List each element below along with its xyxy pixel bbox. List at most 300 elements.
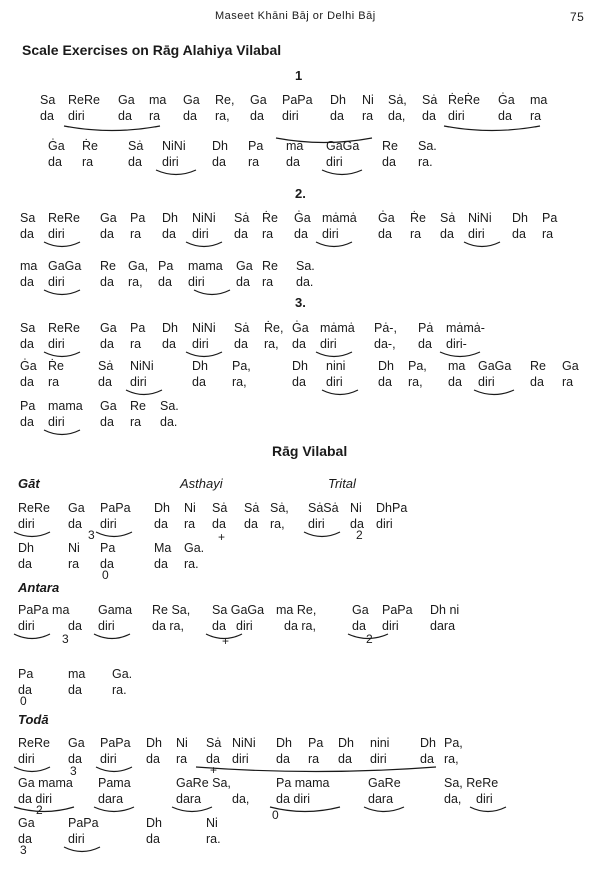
bol-token: diri [48,227,65,241]
bol-line [0,791,600,807]
notation-line [0,602,600,618]
bol-token: da diri [18,792,53,806]
note-token: Pa [20,399,36,413]
note-token: mama [188,259,223,273]
bol-token: da [286,155,300,169]
bol-token: ra [262,227,274,241]
bol-token: da [154,557,168,571]
bol-line [0,414,600,430]
bol-line [0,751,600,767]
bol-token: da [422,109,436,123]
bol-token: da [192,375,206,389]
note-token: Re [382,139,398,153]
bol-token: diri [308,517,325,531]
slur-arc [322,170,362,175]
bol-token: da [68,619,82,633]
bol-token: da [118,109,132,123]
note-token: Dh [276,736,292,750]
note-token: Ġa [294,211,311,225]
note-token: mȧmȧ [322,211,357,225]
bol-token: diri [68,832,85,846]
bol-token: da [100,275,114,289]
note-token: Sȧ [234,321,250,335]
note-token: Pa [130,321,146,335]
note-token: ma Re, [276,603,317,617]
slur-arc [94,634,130,639]
bol-token: da, [232,792,250,806]
bol-token: da [378,375,392,389]
bol-token: ra [130,227,142,241]
note-token: Ni [184,501,196,515]
bol-token: da, [444,792,462,806]
slur-arc [364,807,404,812]
bol-token: da [100,337,114,351]
slur-arc [44,352,80,357]
note-token: Ṙe [82,139,98,153]
bol-token: da [146,752,160,766]
slur-arc [156,170,196,175]
bol-token: ra [130,337,142,351]
bol-token: ra [542,227,554,241]
note-token: Sa. [296,259,315,273]
note-token: Ṙe, [264,321,284,335]
slur-arc [64,126,160,131]
note-token: Gama [98,603,133,617]
rag-heading: Rāg Vilabal [272,443,348,459]
slur-arc [464,242,500,247]
bol-token: ra [82,155,94,169]
note-token: NiNi [192,321,216,335]
slur-arc [14,807,74,812]
slur-arc [14,634,50,639]
slur-arc [444,126,540,131]
note-token: Dh [146,736,162,750]
bol-token: ra. [206,832,221,846]
bol-token: ra [176,752,188,766]
note-token: Ni [362,93,374,107]
note-token: Dh [338,736,354,750]
note-token: GaGa [326,139,360,153]
note-token: Ga [236,259,253,273]
notation-line [0,540,600,556]
slur-arc [14,532,50,537]
bol-token: da [512,227,526,241]
note-token: Dh [18,541,34,555]
slur-arc [322,390,358,395]
notation-line [0,92,600,108]
bol-token: ra [130,415,142,429]
note-token: NiNi [130,359,154,373]
section-number-2: 2. [295,186,306,201]
bol-token: da [292,375,306,389]
tal-label: Trital [328,476,356,491]
note-token: Dh [162,211,178,225]
note-token: PaPa [100,736,131,750]
bol-token: dara [430,619,456,633]
note-token: Sȧ [206,736,222,750]
note-token: nini [326,359,346,373]
note-token: ma [286,139,304,153]
bol-line [0,831,600,847]
bol-token: diri- [446,337,467,351]
bol-token: diri [382,619,399,633]
notation-line [0,775,600,791]
bol-token: da [448,375,462,389]
note-token: Pa [130,211,146,225]
bol-token: diri [320,337,337,351]
bol-token: diri [100,752,117,766]
notation-line [0,358,600,374]
note-token: ma [149,93,167,107]
bol-token: da, [388,109,406,123]
running-header: Maseet Khāni Bāj or Delhi Bāj [215,10,376,22]
slur-arc [44,290,80,295]
note-token: Pa [18,667,34,681]
bol-token: diri [282,109,299,123]
slur-arc [172,807,212,812]
notation-line [0,210,600,226]
note-token: PaPa [100,501,131,515]
bol-token: diri [48,415,65,429]
bol-line [0,154,600,170]
note-token: PaPa [68,816,99,830]
note-token: Ga. [112,667,133,681]
slur-arc [316,352,352,357]
note-token: NiNi [232,736,256,750]
note-token: Re [100,259,116,273]
note-token: Ġa [48,139,65,153]
note-token: SȧSȧ [308,501,339,515]
slur-arc [64,847,100,852]
bol-token: da diri [276,792,311,806]
slur-arc [14,767,50,772]
tal-marker: 0 [272,808,279,822]
note-token: Dh ni [430,603,460,617]
note-token: Ġa [20,359,37,373]
bol-token: diri [448,109,465,123]
bol-token: da [294,227,308,241]
note-token: mȧmȧ- [446,321,485,335]
bol-token: ra [262,275,274,289]
tal-marker: 3 [70,764,77,778]
note-token: Dh [146,816,162,830]
note-token: Sȧ [128,139,144,153]
bol-token: da [250,109,264,123]
note-token: Sȧ [244,501,260,515]
bol-token: da [20,275,34,289]
note-token: Dh [192,359,208,373]
bol-token: ra [308,752,320,766]
bol-token: da [330,109,344,123]
bol-token: diri [98,619,115,633]
bol-line [0,108,600,124]
note-token: NiNi [162,139,186,153]
note-token: Ga [100,211,117,225]
bol-token: da [100,227,114,241]
bol-token: ra [149,109,161,123]
note-token: DhPa [376,501,408,515]
note-token: Ga [100,321,117,335]
note-token: GaRe Sa, [176,776,231,790]
bol-token: da [498,109,512,123]
note-token: Dh [212,139,228,153]
bol-token: diri [100,517,117,531]
bol-token: ra, [270,517,285,531]
bol-token: da-, [374,337,396,351]
bol-token: diri [322,227,339,241]
note-token: Dh [154,501,170,515]
note-token: Ma [154,541,172,555]
note-token: Ga mama [18,776,73,790]
bol-token: da [18,683,32,697]
bol-token: da [244,517,258,531]
bol-token: da [276,752,290,766]
note-token: mama [48,399,83,413]
tal-marker: + [222,634,230,648]
notation-line [0,666,600,682]
note-token: Re [130,399,146,413]
bol-token: diri [326,375,343,389]
note-token: ReRe [48,211,80,225]
bol-token: da [212,619,226,633]
note-token: Sa. [160,399,179,413]
bol-token: da [48,155,62,169]
bol-token: da [162,337,176,351]
note-token: Pȧ [418,321,434,335]
notation-line [0,735,600,751]
note-token: Sa [20,211,36,225]
note-token: Ga. [184,541,205,555]
note-token: Dh [378,359,394,373]
note-token: Dh [420,736,436,750]
note-token: Ga [100,399,117,413]
bol-token: ra, [264,337,279,351]
bol-token: da [420,752,434,766]
bol-token: diri [478,375,495,389]
bol-token: da [350,517,364,531]
slur-arc [44,430,80,435]
bol-line [0,336,600,352]
bol-token: da [20,375,34,389]
tal-marker: + [210,763,218,777]
note-token: Re, [215,93,235,107]
note-token: ReRe [48,321,80,335]
notation-line [0,258,600,274]
tal-marker: 2 [366,632,373,646]
note-token: GaGa [478,359,512,373]
bol-line [0,682,600,698]
tal-marker: + [218,530,226,544]
bol-token: dara [368,792,394,806]
bol-token: da [234,227,248,241]
note-token: Dh [292,359,308,373]
note-token: Sa GaGa [212,603,265,617]
note-token: Ga [183,93,200,107]
note-token: Re [530,359,546,373]
bol-token: ra, [232,375,247,389]
note-token: Pa [542,211,558,225]
tal-marker: 2 [356,528,363,542]
bol-token: diri [68,109,85,123]
page-number: 75 [570,10,585,24]
bol-token: diri [236,619,253,633]
bol-token: da [206,752,220,766]
gat-label: Gāt [18,476,40,491]
note-token: Ni [206,816,218,830]
bol-token: da [18,557,32,571]
note-token: Ġa [292,321,309,335]
tal-marker: 0 [102,568,109,582]
tal-marker: 0 [20,694,27,708]
note-token: Ga [68,501,85,515]
note-token: Sa. [418,139,437,153]
bol-token: ra, [444,752,459,766]
note-token: Sȧ [234,211,250,225]
notation-line [0,815,600,831]
note-token: GaRe [368,776,401,790]
tal-marker: 3 [62,632,69,646]
bol-token: da [158,275,172,289]
note-token: Pa, [232,359,251,373]
note-token: ma [68,667,86,681]
note-token: Sa [40,93,56,107]
note-token: Ga [18,816,35,830]
bol-token: da ra, [152,619,184,633]
bol-token: da [292,337,306,351]
bol-token: diri [476,792,493,806]
bol-token: ra, [128,275,143,289]
bol-token: diri [48,275,65,289]
bol-token: da [146,832,160,846]
bol-token: ra [68,557,80,571]
note-token: ma [20,259,38,273]
bol-token: diri [370,752,387,766]
section-number-1: 1 [295,68,303,83]
note-token: Pa, [444,736,463,750]
note-token: ṘeṘe [448,93,480,107]
bol-token: da [20,337,34,351]
bol-token: ra. [112,683,127,697]
note-token: Ga [68,736,85,750]
bol-token: diri [192,227,209,241]
bol-line [0,274,600,290]
notation-line [0,500,600,516]
note-token: NiNi [468,211,492,225]
note-token: Pa [308,736,324,750]
bol-token: da [382,155,396,169]
slur-arc [186,242,222,247]
bol-token: ra [530,109,542,123]
note-token: PaPa [382,603,413,617]
note-token: ReRe [68,93,100,107]
bol-token: ra. [184,557,199,571]
bol-token: da [234,337,248,351]
slur-arc [270,807,340,812]
bol-token: da [100,415,114,429]
bol-token: da [212,517,226,531]
bol-token: diri [188,275,205,289]
slur-arc [440,352,480,357]
note-token: GaGa [48,259,82,273]
slur-arc [304,532,340,537]
bol-token: da [183,109,197,123]
bol-line [0,556,600,572]
slur-arc [126,390,162,395]
note-token: Ṙe [48,359,64,373]
note-token: PaPa [282,93,313,107]
exercises-heading: Scale Exercises on Rāg Alahiya Vilabal [22,42,282,58]
slur-arc [316,242,352,247]
note-token: Sȧ, [388,93,407,107]
slur-arc [96,532,132,537]
tal-marker: 2 [36,803,43,817]
bol-token: da [68,683,82,697]
note-token: Re [262,259,278,273]
note-token: mȧmȧ [320,321,355,335]
slur-arc [196,767,436,772]
bol-token: da. [160,415,178,429]
note-token: Sa [20,321,36,335]
notation-line [0,138,600,154]
note-token: ma [448,359,466,373]
notation-line [0,320,600,336]
bol-token: da [40,109,54,123]
note-token: ReRe [18,501,50,515]
note-token: Sȧ [422,93,438,107]
bol-token: da [154,517,168,531]
bol-token: diri [48,337,65,351]
bol-token: da. [296,275,314,289]
bol-token: ra. [418,155,433,169]
note-token: Ġa [378,211,395,225]
bol-token: ra [248,155,260,169]
bol-token: diri [130,375,147,389]
bol-line [0,618,600,634]
note-token: Sȧ [98,359,114,373]
bol-line [0,226,600,242]
note-token: Sa, ReRe [444,776,499,790]
bol-token: dara [176,792,202,806]
bol-token: ra [48,375,60,389]
note-token: Ga [562,359,579,373]
slur-arc [194,290,230,295]
note-token: Pa, [408,359,427,373]
note-token: Pa [248,139,264,153]
note-token: ma [530,93,548,107]
bol-token: diri [326,155,343,169]
note-token: Pȧ-, [374,321,397,335]
note-token: Pa mama [276,776,330,790]
section-number-3: 3. [295,295,306,310]
bol-token: da [18,832,32,846]
bol-token: da [378,227,392,241]
asthayi-label: Asthayi [180,476,223,491]
bol-token: da ra, [284,619,316,633]
bol-token: ra [562,375,574,389]
bol-token: ra, [215,109,230,123]
note-token: Pa [100,541,116,555]
note-token: Ga, [128,259,149,273]
slur-arc [96,767,132,772]
note-token: Ṙe [262,211,278,225]
bol-token: da [162,227,176,241]
bol-token: da [68,752,82,766]
tal-marker: 3 [88,528,95,542]
slur-arc [470,807,506,812]
antara-label: Antara [18,580,60,595]
bol-token: diri [192,337,209,351]
bol-token: diri [376,517,393,531]
